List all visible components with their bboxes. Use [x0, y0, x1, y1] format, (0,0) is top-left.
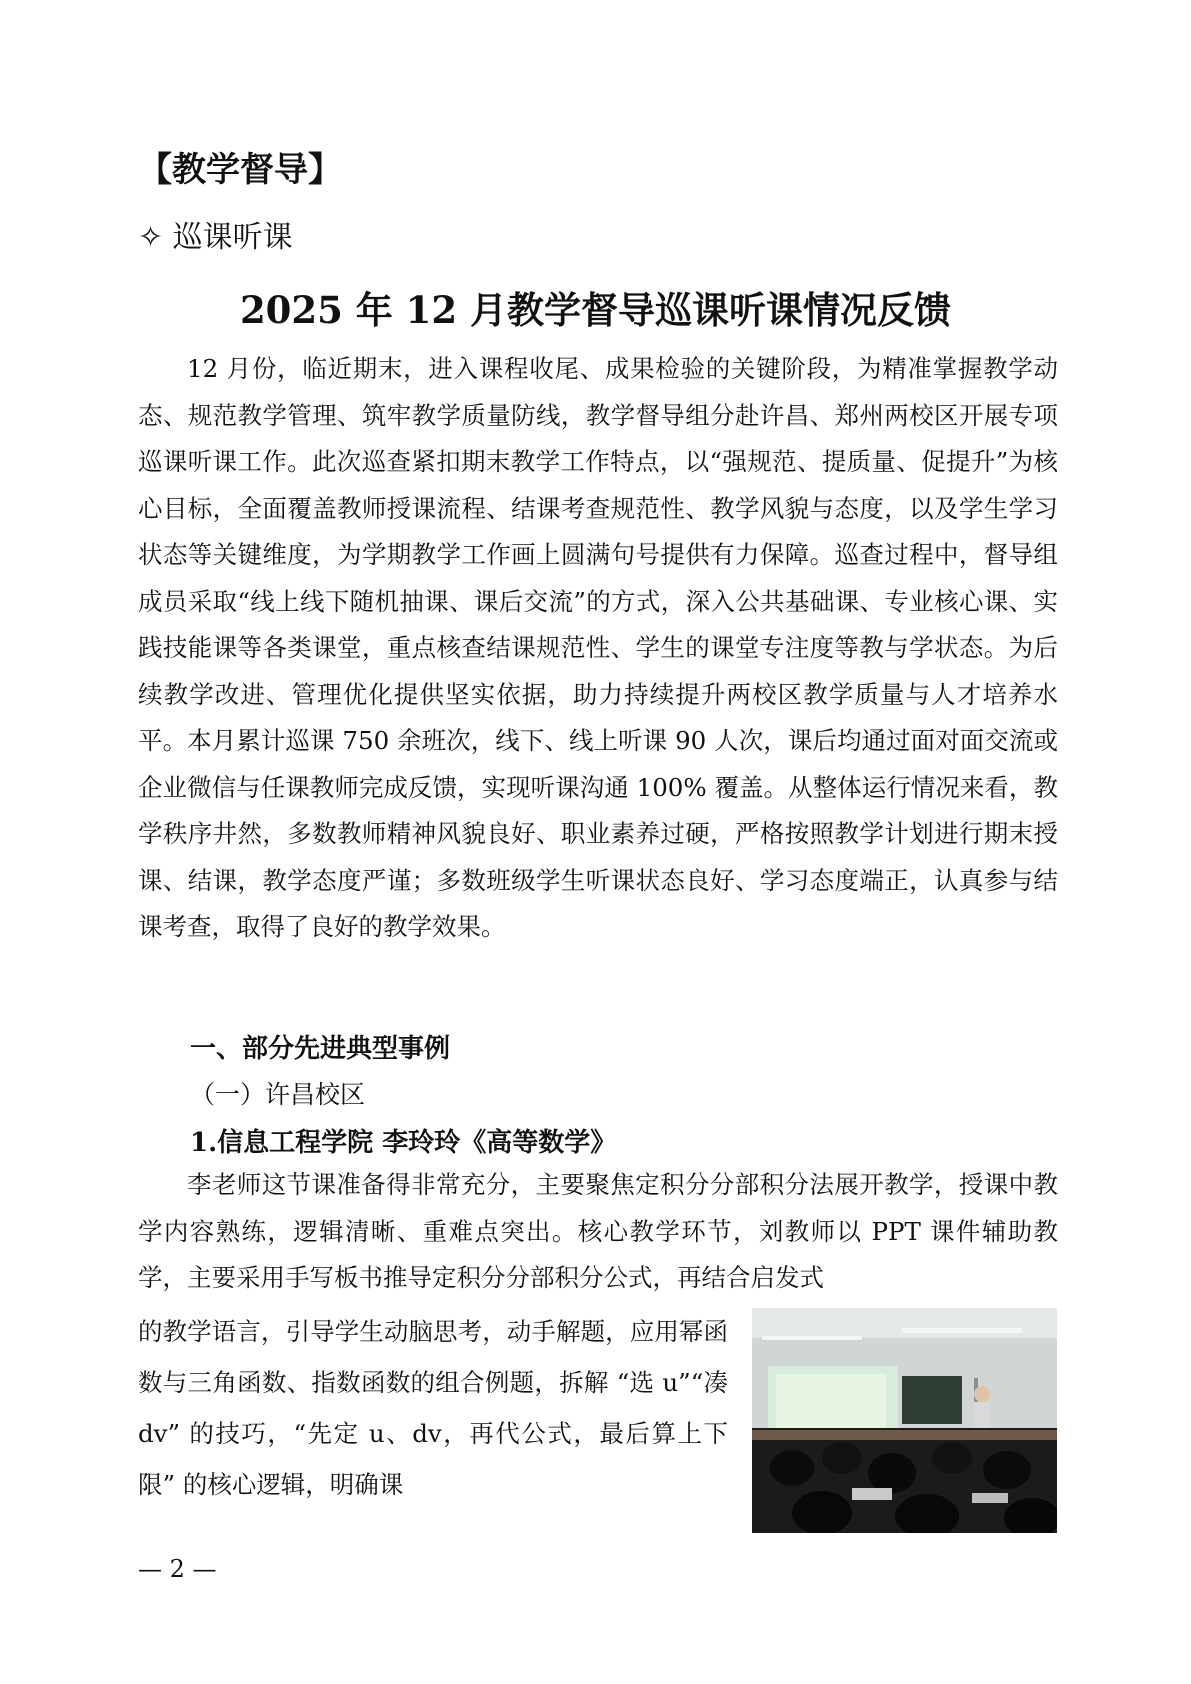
intro-paragraph: 12 月份，临近期末，进入课程收尾、成果检验的关键阶段，为精准掌握教学动态、规范教学管理、筑牢教学质量防线，教学督导组分赴许昌、郑州两校区开展专项巡课听课工作。此次巡查紧扣期末教学工作特点，以“强规范、提质量、促提升”为核心目标，全面覆盖教师授课流程、结课考查规范性、教学风貌与态度，以及学生学习状态等关键维度，为学期教学工作画上圆满句号提供有力保障。巡查过程中，督导组成员采取“线上线下随机抽课、课后交流”的方式，深入公共基础课、专业核心课、实践技能课等各类课堂，重点核查结课规范性、学生的课堂专注度等教与学状态。为后续教学改进、管理优化提供坚实依据，助力持续提升两校区教学质量与人才培养水平。本月累计巡课 750 余班次，线下、线上听课 90 人次，课后均通过面对面交流或企业微信与任课教师完成反馈，实现听课沟通 100% 覆盖。从整体运行情况来看，教学秩序井然，多数教师精神风貌良好、职业素养过硬，严格按照教学计划进行期末授课、结课，教学态度严谨；多数班级学生听课状态良好、学习态度端正，认真参与结课考查，取得了良好的教学效果。: [138, 354, 1058, 941]
heading-level-3: 1.信息工程学院 李玲玲《高等数学》: [190, 1128, 617, 1158]
sub-tag: ✧ 巡课听课: [138, 220, 293, 255]
classroom-photo-illustration: [752, 1308, 1057, 1533]
page-number: — 2 —: [138, 1555, 217, 1583]
classroom-photo: [752, 1308, 1057, 1533]
case-paragraph-continued: 的教学语言，引导学生动脑思考，动手解题，应用幂函数与三角函数、指数函数的组合例题，拆解 “选 u”“凑 dv” 的技巧，“先定 u、dv，再代公式，最后算上下限” 的核心逻辑，明确课: [138, 1317, 728, 1499]
section-tag: 【教学督导】: [138, 150, 342, 190]
page-title: 2025 年 12 月教学督导巡课听课情况反馈: [239, 288, 952, 332]
case-paragraph: 李老师这节课准备得非常充分，主要聚焦定积分分部积分法展开教学，授课中教学内容熟练，逻辑清晰、重难点突出。核心教学环节，刘教师以 PPT 课件辅助教学，主要采用手写板书推导定积分分部积分公式，再结合启发式: [138, 1170, 1058, 1292]
heading-level-2: （一）许昌校区: [190, 1080, 366, 1109]
heading-level-1: 一、部分先进典型事例: [190, 1034, 451, 1064]
